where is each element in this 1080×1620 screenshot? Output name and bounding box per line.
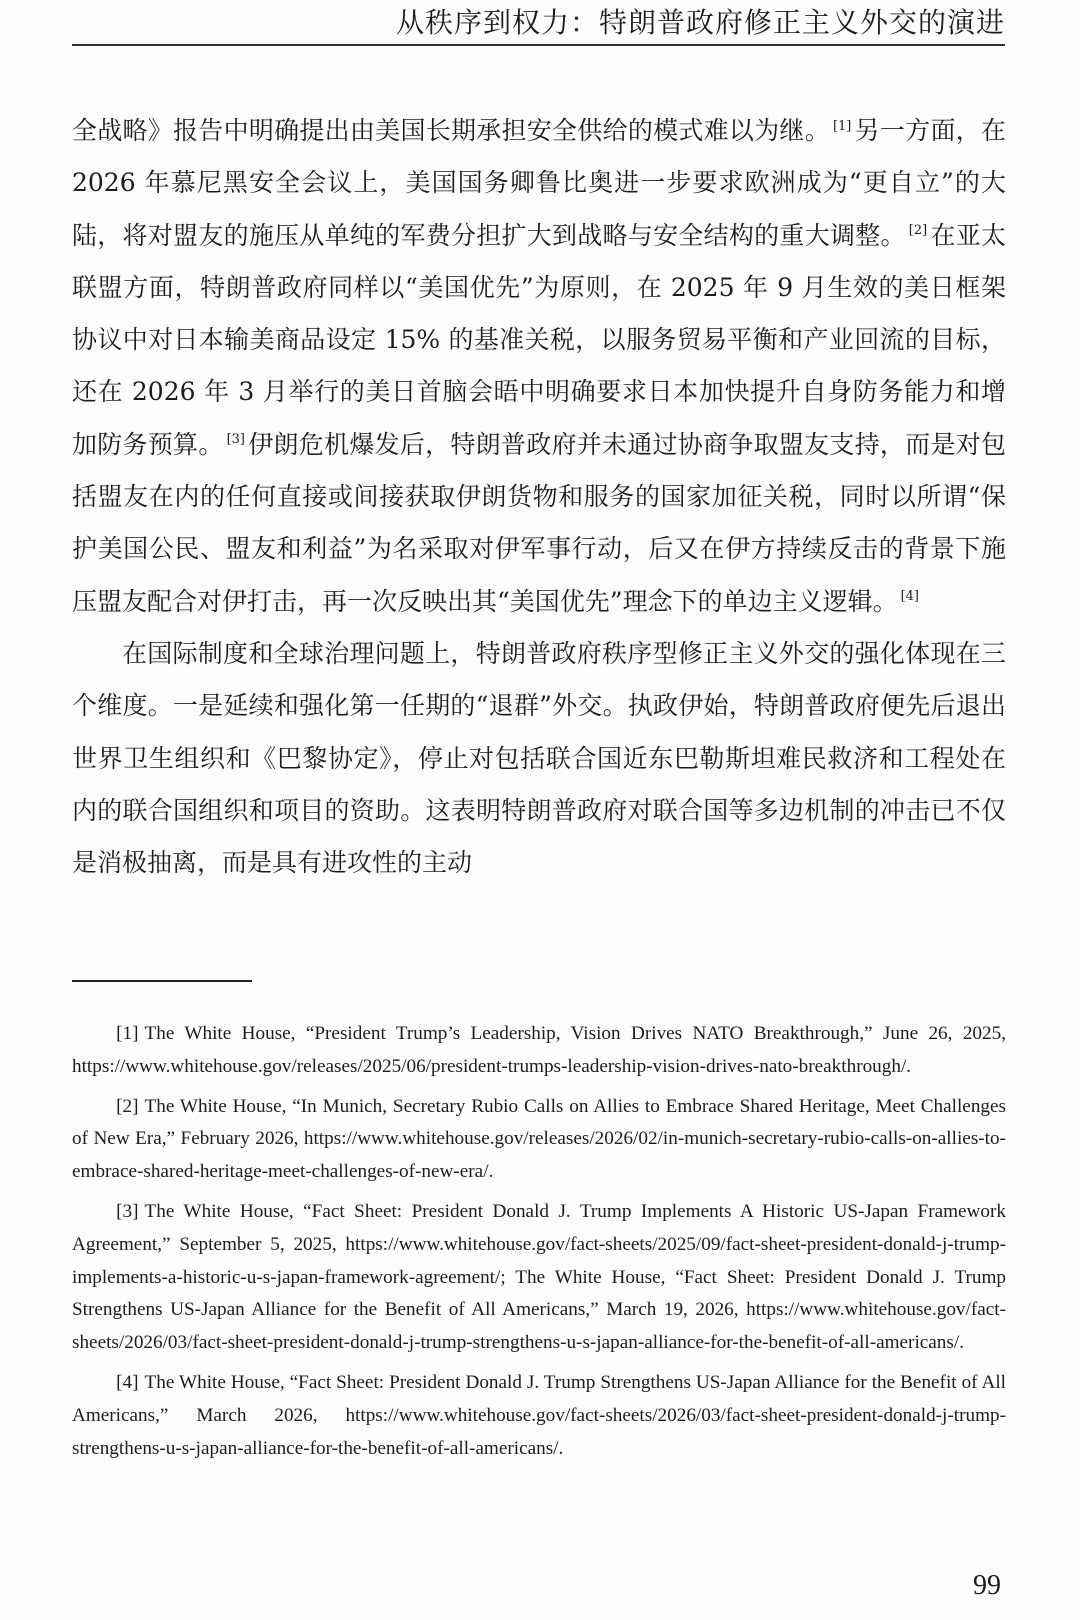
body-text xyxy=(72,105,1006,889)
footnote-number: [2] xyxy=(116,1095,139,1117)
footnote-ref-4[interactable]: [4] xyxy=(900,589,919,605)
paragraph-1-text-1: 全战略》报告中明确提出由美国长期承担安全供给的模式难以为继。 xyxy=(72,116,830,145)
footnote-text: The White House, “Fact Sheet: President Donald J. Trump Implements A Historic US-Japan Framework Agreement,” September 5, 2025, https://www.whitehouse.gov/fact-sheets/2025/09/fact-sheet-president-donald-j-trump-implements-a-historic-u-s-japan-framework-agreement/; The White House, “Fact Sheet: President Donald J. Trump Strengthens US-Japan Alliance for the Benefit of All Americans,” March 19, 2026, https://www.whitehouse.gov/fact-sheets/2026/03/fact-sheet-president-donald-j-trump-strengthens-u-s-japan-alliance-for-the-benefit-of-all-americans/. xyxy=(72,1200,1006,1354)
footnote-text: The White House, “In Munich, Secretary Rubio Calls on Allies to Embrace Shared Heritage, Meet Challenges of New Era,” February 2026, https://www.whitehouse.gov/releases/2026/02/in-munich-secretary-rubio-calls-on-allies-to-embrace-shared-heritage-meet-challenges-of-new-era/. xyxy=(72,1095,1006,1183)
footnote-number: [1] xyxy=(116,1023,139,1044)
footnote-4 xyxy=(72,1367,1006,1465)
paragraph-2: 在国际制度和全球治理问题上，特朗普政府秩序型修正主义外交的强化体现在三个维度。一是延续和强化第一任期的“退群”外交。执政伊始，特朗普政府便先后退出世界卫生组织和《巴黎协定》，停止对包括联合国近东巴勒斯坦难民救济和工程处在内的联合国组织和项目的资助。这表明特朗普政府对联合国等多边机制的冲击已不仅是消极抽离，而是具有进攻性的主动 xyxy=(72,638,1006,878)
footnote-separator xyxy=(72,980,252,982)
footnote-3 xyxy=(72,1196,1006,1360)
footnote-number: [4] xyxy=(116,1371,139,1393)
running-header xyxy=(72,4,1005,46)
footnote-text: The White House, “Fact Sheet: President Donald J. Trump Strengthens US-Japan Alliance for the Benefit of All Americans,” March 2026, https://www.whitehouse.gov/fact-sheets/2026/03/fact-sheet-president-donald-j-trump-strengthens-u-s-japan-alliance-for-the-benefit-of-all-americans/. xyxy=(72,1371,1006,1459)
paragraph-1-text-4: 伊朗危机爆发后，特朗普政府并未通过协商争取盟友支持，而是对包括盟友在内的任何直接或间接获取伊朗货物和服务的国家加征关税，同时以所谓“保护美国公民、盟友和利益”为名采取对伊军事行动，后又在伊方持续反击的背景下施压盟友配合对伊打击，再一次反映出其“美国优先”理念下的单边主义逻辑。 xyxy=(72,429,1006,616)
footnote-number: [3] xyxy=(116,1200,139,1222)
page-number: 99 xyxy=(973,1570,1001,1601)
footnotes xyxy=(72,1018,1006,1472)
footnote-ref-1[interactable]: [1] xyxy=(832,118,852,134)
footnote-1 xyxy=(72,1018,1006,1084)
footnote-ref-2[interactable]: [2] xyxy=(908,223,928,239)
paragraph-1-text-2: 另一方面，在 2026 年慕尼黑安全会议上，美国国务卿鲁比奥进一步要求欧洲成为“更自立”的大陆，将对盟友的施压从单纯的军费分担扩大到战略与安全结构的重大调整。 xyxy=(72,116,1006,250)
footnote-text: The White House, “President Trump’s Leadership, Vision Drives NATO Breakthrough,” June 26, 2025, https://www.whitehouse.gov/releases/2025/06/president-trumps-leadership-vision-drives-nato-breakthrough/. xyxy=(72,1023,1006,1077)
footnote-ref-3[interactable]: [3] xyxy=(226,432,246,448)
footnote-2 xyxy=(72,1091,1006,1189)
paragraph-1-text-3: 在亚太联盟方面，特朗普政府同样以“美国优先”为原则，在 2025 年 9 月生效的美日框架协议中对日本输美商品设定 15% 的基准关税，以服务贸易平衡和产业回流的目标，还在 2026 年 3 月举行的美日首脑会晤中明确要求日本加快提升自身防务能力和增加防务预算。 xyxy=(72,220,1006,459)
running-header-title: 从秩序到权力：特朗普政府修正主义外交的演进 xyxy=(395,6,1005,39)
paragraph-1 xyxy=(72,105,1006,628)
